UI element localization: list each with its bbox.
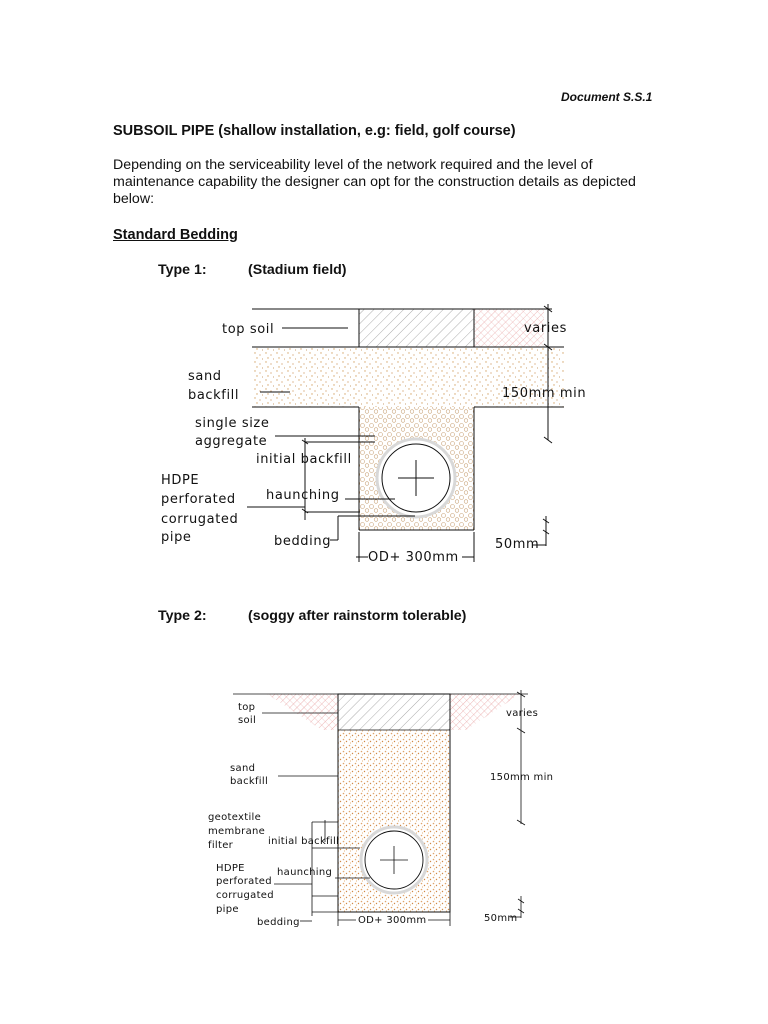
type1-label-corrugated: corrugated <box>161 512 239 527</box>
type1-label-min: 150mm min <box>502 386 587 401</box>
type1-label-single-size: single size <box>195 416 270 431</box>
type1-label-hdpe: HDPE <box>161 473 200 488</box>
type1-description: (Stadium field) <box>248 262 347 278</box>
type1-label: Type 1: <box>158 262 207 278</box>
type2-label-soil: soil <box>238 715 257 726</box>
type1-label-varies: varies <box>524 321 567 336</box>
type1-label-pipe: pipe <box>161 530 192 545</box>
type1-label-bed-depth: 50mm <box>495 537 540 552</box>
type2-label-perforated: perforated <box>216 876 272 887</box>
type2-label-hdpe: HDPE <box>216 863 245 874</box>
type1-label-initial-backfill: initial backfill <box>256 452 352 467</box>
type1-diagram <box>161 304 586 565</box>
type2-label-top: top <box>238 702 256 713</box>
document-id: Document S.S.1 <box>561 90 653 104</box>
type2-label: Type 2: <box>158 608 207 624</box>
type2-label-width: OD+ 300mm <box>358 915 427 926</box>
type2-label-corrugated: corrugated <box>216 890 274 901</box>
intro-paragraph: Depending on the serviceability level of the network required and the level of maintenance capability the designer can opt for the construction details as depicted below: <box>113 157 636 207</box>
type2-topsoil-fill <box>338 694 450 730</box>
type2-label-bed-depth: 50mm <box>484 913 518 924</box>
type2-diagram <box>208 690 553 928</box>
type1-label-aggregate: aggregate <box>195 434 268 449</box>
type1-label-haunching: haunching <box>266 488 340 503</box>
type2-description: (soggy after rainstorm tolerable) <box>248 608 467 624</box>
page-heading: SUBSOIL PIPE (shallow installation, e.g: field, golf course) <box>113 123 516 139</box>
type1-label-backfill: backfill <box>188 388 240 403</box>
type2-label-membrane: membrane <box>208 826 266 837</box>
type2-label-varies: varies <box>506 708 539 719</box>
type2-label-backfill: backfill <box>230 776 269 787</box>
type2-label-bedding: bedding <box>257 917 300 928</box>
type2-surface-soil-left <box>267 694 338 730</box>
type2-label-geotextile: geotextile <box>208 812 262 823</box>
type1-label-bedding: bedding <box>274 534 332 549</box>
type1-label-perforated: perforated <box>161 492 236 507</box>
type2-label-initial-backfill: initial backfill <box>268 836 340 847</box>
type1-label-width: OD+ 300mm <box>368 550 459 565</box>
type2-label-min: 150mm min <box>490 772 554 783</box>
type2-label-filter: filter <box>208 840 234 851</box>
section-title: Standard Bedding <box>113 227 238 243</box>
type1-label-sand: sand <box>188 369 222 384</box>
type1-label-topsoil: top soil <box>222 322 275 337</box>
type2-label-pipe: pipe <box>216 904 239 915</box>
type2-label-sand: sand <box>230 763 256 774</box>
type1-topsoil-fill <box>359 309 474 347</box>
type2-label-haunching: haunching <box>277 867 333 878</box>
